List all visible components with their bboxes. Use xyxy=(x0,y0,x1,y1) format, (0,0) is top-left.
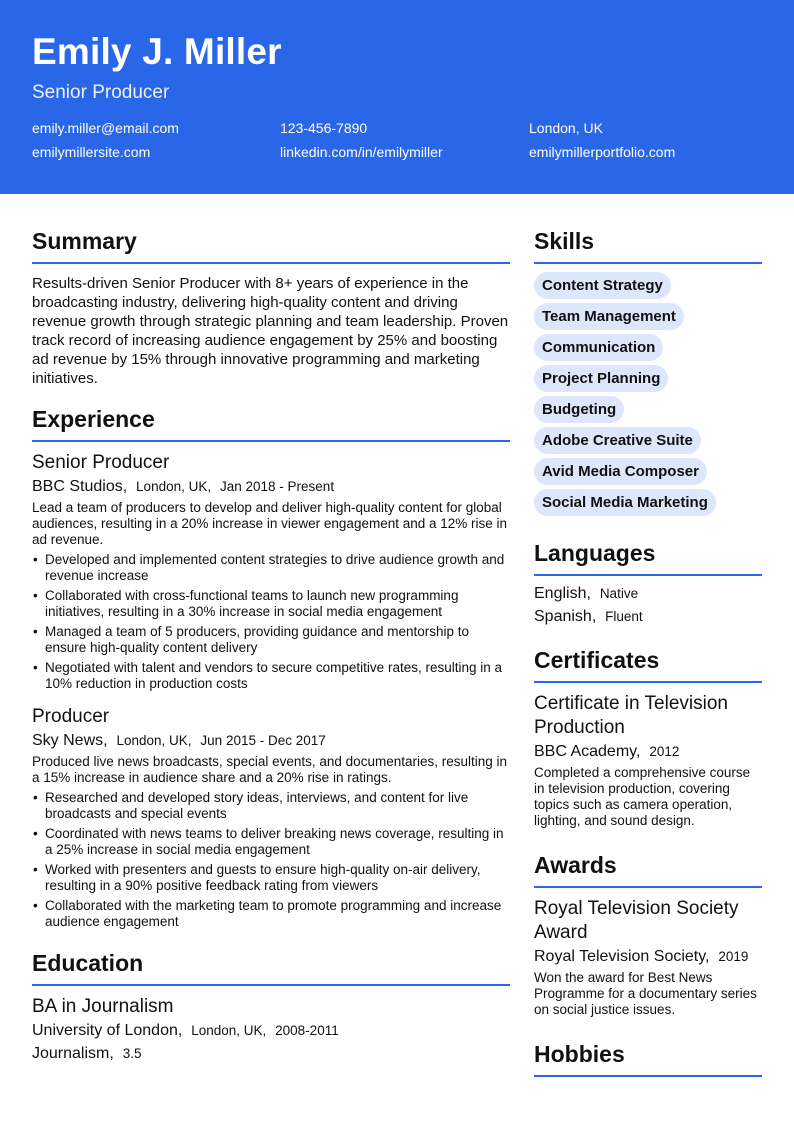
award-meta xyxy=(534,947,762,967)
education-entry xyxy=(32,996,510,1064)
education-major xyxy=(32,1044,510,1064)
bullet-text: Managed a team of 5 producers, providing guidance and mentorship to ensure high-quality content delivery xyxy=(45,624,470,655)
language-level: Native xyxy=(599,586,639,601)
bullet-icon: • xyxy=(33,588,38,603)
experience-section xyxy=(32,404,510,930)
award-description: Won the award for Best News Programme for a documentary series on social justice issues. xyxy=(534,970,757,1017)
experience-heading: Experience xyxy=(32,406,155,432)
contact-email[interactable]: emily.miller@email.com xyxy=(32,120,179,136)
skill-tag: Project Planning xyxy=(534,365,668,392)
skill-tag: Social Media Marketing xyxy=(534,489,716,516)
award-name: Royal Television Society Award xyxy=(534,898,739,943)
certificate-entry xyxy=(534,692,762,829)
skills-section xyxy=(534,226,762,520)
award-issuer: Royal Television Society, xyxy=(534,948,710,965)
contact-portfolio[interactable]: emilymillerportfolio.com xyxy=(529,144,676,160)
major-name: Journalism, xyxy=(32,1045,114,1062)
bullet-icon: • xyxy=(33,552,38,567)
gpa-value: 3.5 xyxy=(122,1046,142,1061)
languages-heading: Languages xyxy=(534,540,656,566)
job-title: Senior Producer xyxy=(32,452,170,473)
school-years: 2008-2011 xyxy=(275,1023,339,1038)
language-name: English, xyxy=(534,585,591,602)
hobbies-section xyxy=(534,1039,762,1077)
bullet-text: Worked with presenters and guests to ensure high-quality on-air delivery, resulting in a 90% positive feedback rating from viewers xyxy=(45,862,481,893)
list-item xyxy=(32,588,510,620)
bullet-text: Researched and developed story ideas, interviews, and content for live broadcasts and special events xyxy=(45,790,469,821)
candidate-role: Senior Producer xyxy=(32,82,170,103)
skill-tag: Adobe Creative Suite xyxy=(534,427,701,454)
list-item xyxy=(32,862,510,894)
languages-section xyxy=(534,538,762,627)
awards-section xyxy=(534,850,762,1018)
education-heading: Education xyxy=(32,950,144,976)
job-company: Sky News, xyxy=(32,732,108,749)
section-divider xyxy=(32,984,510,986)
job-location: London, UK, xyxy=(136,479,212,494)
bullet-icon: • xyxy=(33,862,38,877)
school-location: London, UK, xyxy=(191,1023,267,1038)
skill-tag: Communication xyxy=(534,334,663,361)
contact-phone[interactable]: 123-456-7890 xyxy=(280,120,368,136)
language-level: Fluent xyxy=(605,609,643,624)
job-title: Producer xyxy=(32,706,110,727)
section-divider xyxy=(534,681,762,683)
list-item xyxy=(32,624,510,656)
skill-tag: Avid Media Composer xyxy=(534,458,707,485)
list-item xyxy=(32,552,510,584)
bullet-icon: • xyxy=(33,790,38,805)
resume-header xyxy=(0,0,794,194)
contact-linkedin[interactable]: linkedin.com/in/emilymiller xyxy=(280,144,443,160)
list-item xyxy=(32,898,510,930)
job-description: Lead a team of producers to develop and deliver high-quality content for global audiences, resulting in a 20% increase in viewer engagement and a 12% rise in ad revenue. xyxy=(32,500,508,547)
job-dates: Jan 2018 - Present xyxy=(220,479,335,494)
left-column xyxy=(32,226,510,1064)
language-list xyxy=(534,584,762,627)
skills-heading: Skills xyxy=(534,228,595,254)
contact-website[interactable]: emilymillersite.com xyxy=(32,144,151,160)
job-description: Produced live news broadcasts, special events, and documentaries, resulting in a 15% increase in audience share and a 20% rise in ratings. xyxy=(32,754,508,785)
job-meta xyxy=(32,731,510,751)
summary-heading: Summary xyxy=(32,228,137,254)
section-divider xyxy=(32,262,510,264)
bullet-icon: • xyxy=(33,898,38,913)
skill-tag: Team Management xyxy=(534,303,684,330)
contact-location: London, UK xyxy=(529,120,603,136)
skill-tag: Content Strategy xyxy=(534,272,671,299)
certificate-description: Completed a comprehensive course in television production, covering topics such as camera operation, lighting, and sound design. xyxy=(534,765,751,828)
certificates-heading: Certificates xyxy=(534,647,660,673)
certificate-name: Certificate in Television Production xyxy=(534,693,728,738)
certificate-issuer: BBC Academy, xyxy=(534,743,641,760)
bullet-icon: • xyxy=(33,660,38,675)
bullet-text: Coordinated with news teams to deliver breaking news coverage, resulting in a 25% increase in social media engagement xyxy=(45,826,504,857)
candidate-name: Emily J. Miller xyxy=(32,31,282,72)
awards-heading: Awards xyxy=(534,852,617,878)
bullet-text: Collaborated with cross-functional teams to launch new programming initiatives, resulting in a 30% increase in social media engagement xyxy=(45,588,459,619)
job-bullets xyxy=(32,790,510,930)
certificate-year: 2012 xyxy=(649,744,680,759)
list-item xyxy=(32,826,510,858)
certificates-section xyxy=(534,645,762,829)
summary-section xyxy=(32,226,510,388)
skill-list xyxy=(534,272,762,520)
award-entry xyxy=(534,897,762,1018)
certificate-meta xyxy=(534,742,762,762)
section-divider xyxy=(32,440,510,442)
list-item xyxy=(534,607,762,627)
language-name: Spanish, xyxy=(534,608,597,625)
section-divider xyxy=(534,1075,762,1077)
job-company: BBC Studios, xyxy=(32,478,128,495)
list-item xyxy=(534,584,762,604)
bullet-icon: • xyxy=(33,826,38,841)
summary-text: Results-driven Senior Producer with 8+ years of experience in the broadcasting industry, delivering high-quality content and driving revenue growth through strategic planning and team leadership. Proven track record of increasing audience engagement by 25% and boosting ad revenue by 15% through innovative programming and marketing initiatives. xyxy=(32,275,509,387)
section-divider xyxy=(534,886,762,888)
school-name: University of London, xyxy=(32,1022,183,1039)
bullet-text: Developed and implemented content strategies to drive audience growth and revenue increase xyxy=(45,552,505,583)
resume-body xyxy=(0,194,794,1123)
education-section xyxy=(32,948,510,1064)
job-meta xyxy=(32,477,510,497)
bullet-text: Negotiated with talent and vendors to secure competitive rates, resulting in a 10% reduction in production costs xyxy=(45,660,503,691)
list-item xyxy=(32,660,510,692)
bullet-text: Collaborated with the marketing team to promote programming and increase audience engagement xyxy=(45,898,502,929)
bullet-icon: • xyxy=(33,624,38,639)
education-meta xyxy=(32,1021,510,1041)
section-divider xyxy=(534,574,762,576)
job-bullets xyxy=(32,552,510,692)
list-item xyxy=(32,790,510,822)
right-column xyxy=(534,226,762,1077)
job-dates: Jun 2015 - Dec 2017 xyxy=(200,733,326,748)
job-location: London, UK, xyxy=(116,733,192,748)
award-year: 2019 xyxy=(718,949,749,964)
section-divider xyxy=(534,262,762,264)
job-entry xyxy=(32,452,510,692)
hobbies-heading: Hobbies xyxy=(534,1041,625,1067)
degree-title: BA in Journalism xyxy=(32,996,174,1017)
skill-tag: Budgeting xyxy=(534,396,624,423)
job-entry xyxy=(32,706,510,930)
contact-info xyxy=(32,119,762,161)
